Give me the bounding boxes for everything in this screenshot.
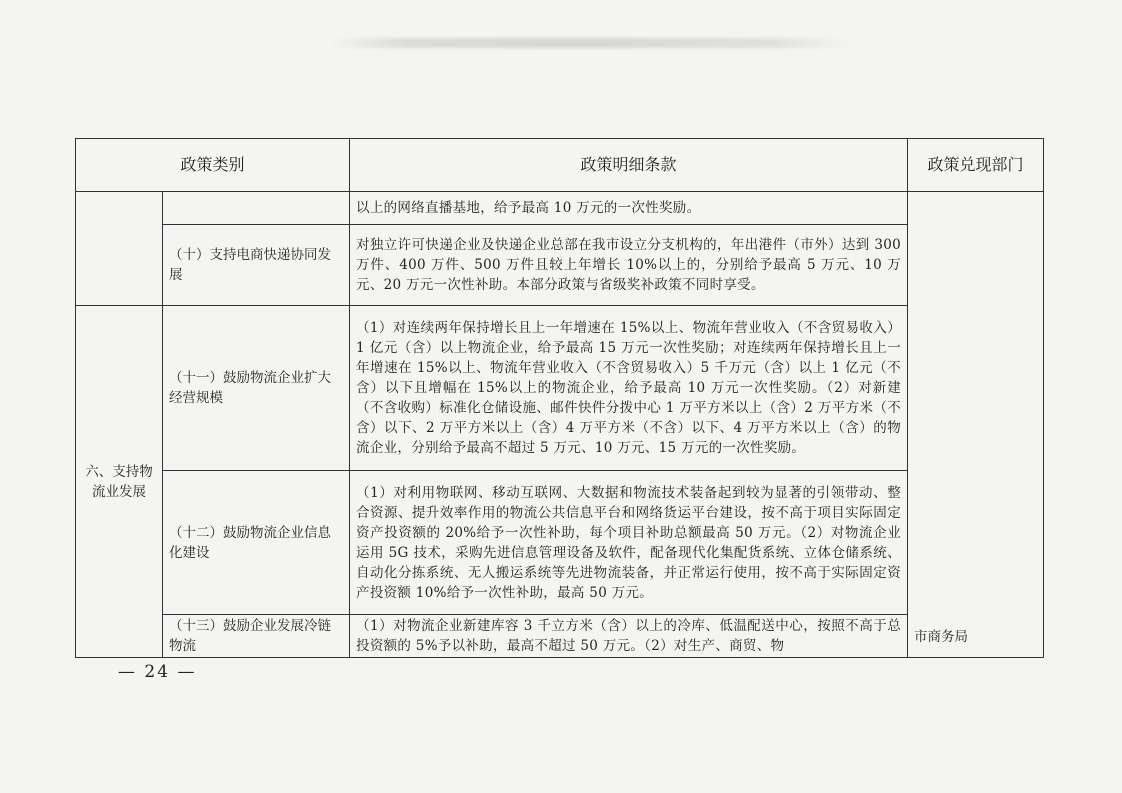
policy-detail: （1）对物流企业新建库容 3 千立方米（含）以上的冷库、低温配送中心，按照不高于总投资额的 5%予以补助，最高不超过 50 万元。（2）对生产、商贸、物 — [350, 615, 908, 658]
category-sub: （十一）鼓励物流企业扩大经营规模 — [163, 306, 350, 471]
category-sub: （十三）鼓励企业发展冷链物流 — [163, 615, 350, 658]
table-row — [76, 471, 1044, 615]
department-label: 市商务局 — [914, 629, 969, 645]
policy-detail: （1）对利用物联网、移动互联网、大数据和物流技术装备起到较为显著的引领带动、整合资源、提升效率作用的物流公共信息平台和网络货运平台建设，按不高于项目实际固定资产投资额的 20%给予一次性补助，每个项目补助总额最高 50 万元。（2）对物流企业运用 5G 技术，采购先进信息管理设备及软件，配备现代化集配货系统、立体仓储系统、自动化分拣系统、无人搬运系统等先进物流装备，并正常运行使用，按不高于实际固定资产投资额 10%给予一次性补助，最高 50 万元。 — [350, 471, 908, 615]
policy-table — [75, 138, 1044, 658]
table-row — [76, 225, 1044, 306]
department-empty — [908, 192, 1044, 658]
policy-detail: （1）对连续两年保持增长且上一年增速在 15%以上、物流年营业收入（不含贸易收入）1 亿元（含）以上物流企业，给予最高 15 万元一次性奖励；对连续两年保持增长且上一年增速在 15%以上、物流年营业收入（不含贸易收入）5 千万元（含）以上 1 亿元（不含）以下且增幅在 15%以上的物流企业，给予最高 10 万元一次性奖励。（2）对新建（不含收购）标准化仓储设施、邮件快件分拨中心 1 万平方米以上（含）2 万平方米（不含）以下、2 万平方米以上（含）4 万平方米（不含）以下、4 万平方米以上（含）的物流企业，分别给予最高不超过 5 万元、10 万元、15 万元的一次性奖励。 — [350, 306, 908, 471]
policy-detail: 以上的网络直播基地，给予最高 10 万元的一次性奖励。 — [350, 192, 908, 225]
header-details: 政策明细条款 — [350, 139, 908, 192]
category-main: 六、支持物流业发展 — [76, 306, 163, 658]
scan-smudge — [330, 38, 850, 48]
table-row — [76, 192, 1044, 225]
header-department: 政策兑现部门 — [908, 139, 1044, 192]
page-number: — 24 — — [118, 662, 197, 682]
category-sub: （十）支持电商快递协同发展 — [163, 225, 350, 306]
category-sub: （十二）鼓励物流企业信息化建设 — [163, 471, 350, 615]
table-row — [76, 306, 1044, 471]
table-row — [76, 615, 1044, 658]
table-header-row — [76, 139, 1044, 192]
category-main-continued — [76, 192, 163, 306]
category-sub — [163, 192, 350, 225]
policy-detail: 对独立许可快递企业及快递企业总部在我市设立分支机构的，年出港件（市外）达到 300 万件、400 万件、500 万件且较上年增长 10%以上的，分别给予最高 5 万元、10 万元、20 万元一次性补助。本部分政策与省级奖补政策不同时享受。 — [350, 225, 908, 306]
header-category: 政策类别 — [76, 139, 350, 192]
